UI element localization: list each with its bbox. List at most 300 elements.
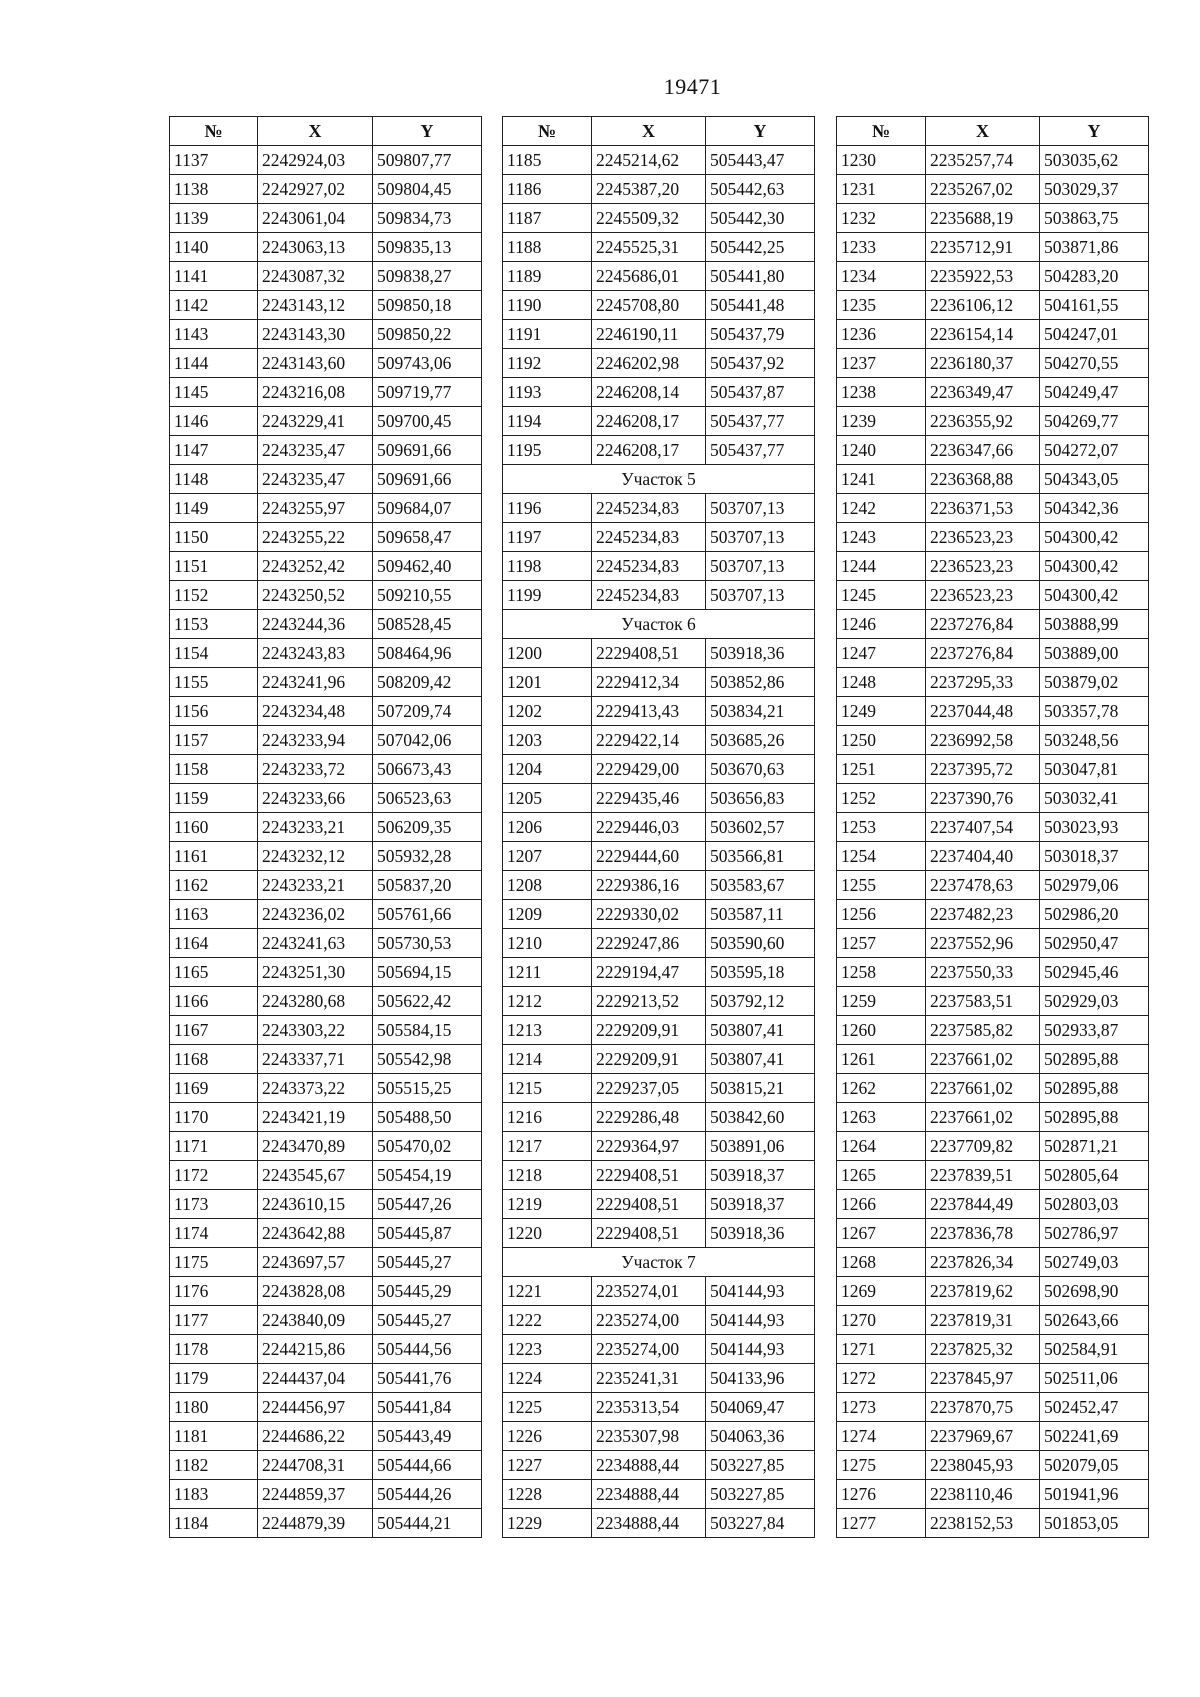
point-number-cell: 1267 [837, 1219, 926, 1248]
x-coordinate-cell: 2243216,08 [258, 378, 373, 407]
table-row [837, 697, 1149, 726]
table-row [837, 900, 1149, 929]
table-row [170, 639, 482, 668]
table-row [837, 639, 1149, 668]
y-coordinate-cell: 501853,05 [1040, 1509, 1149, 1538]
x-coordinate-cell: 2229408,51 [592, 1190, 706, 1219]
x-coordinate-cell: 2237478,63 [926, 871, 1040, 900]
table-row [837, 465, 1149, 494]
y-coordinate-cell: 509700,45 [373, 407, 482, 436]
section-row [503, 465, 815, 494]
table-row [170, 262, 482, 291]
point-number-cell: 1190 [503, 291, 592, 320]
y-coordinate-cell: 505437,87 [706, 378, 815, 407]
point-number-cell: 1269 [837, 1277, 926, 1306]
point-number-cell: 1249 [837, 697, 926, 726]
table-row [170, 813, 482, 842]
x-coordinate-cell: 2234888,44 [592, 1451, 706, 1480]
point-number-cell: 1254 [837, 842, 926, 871]
point-number-cell: 1194 [503, 407, 592, 436]
x-coordinate-cell: 2236371,53 [926, 494, 1040, 523]
point-number-cell: 1229 [503, 1509, 592, 1538]
point-number-cell: 1217 [503, 1132, 592, 1161]
y-coordinate-cell: 501941,96 [1040, 1480, 1149, 1509]
point-number-cell: 1137 [170, 146, 258, 175]
header-x: X [926, 117, 1040, 146]
point-number-cell: 1210 [503, 929, 592, 958]
x-coordinate-cell: 2237583,51 [926, 987, 1040, 1016]
y-coordinate-cell: 503587,11 [706, 900, 815, 929]
x-coordinate-cell: 2236349,47 [926, 378, 1040, 407]
y-coordinate-cell: 502786,97 [1040, 1219, 1149, 1248]
y-coordinate-cell: 505441,80 [706, 262, 815, 291]
x-coordinate-cell: 2243143,12 [258, 291, 373, 320]
point-number-cell: 1213 [503, 1016, 592, 1045]
header-num: № [837, 117, 926, 146]
y-coordinate-cell: 504269,77 [1040, 407, 1149, 436]
point-number-cell: 1172 [170, 1161, 258, 1190]
table-row [170, 726, 482, 755]
point-number-cell: 1211 [503, 958, 592, 987]
x-coordinate-cell: 2229408,51 [592, 1219, 706, 1248]
x-coordinate-cell: 2229194,47 [592, 958, 706, 987]
table-row [837, 1422, 1149, 1451]
y-coordinate-cell: 502895,88 [1040, 1103, 1149, 1132]
x-coordinate-cell: 2229330,02 [592, 900, 706, 929]
y-coordinate-cell: 503879,02 [1040, 668, 1149, 697]
table-row [503, 639, 815, 668]
point-number-cell: 1219 [503, 1190, 592, 1219]
table-row [503, 494, 815, 523]
table-row [503, 407, 815, 436]
point-number-cell: 1225 [503, 1393, 592, 1422]
point-number-cell: 1221 [503, 1277, 592, 1306]
x-coordinate-cell: 2237390,76 [926, 784, 1040, 813]
table-row [837, 784, 1149, 813]
point-number-cell: 1216 [503, 1103, 592, 1132]
point-number-cell: 1256 [837, 900, 926, 929]
y-coordinate-cell: 504144,93 [706, 1335, 815, 1364]
table-row [170, 842, 482, 871]
y-coordinate-cell: 502241,69 [1040, 1422, 1149, 1451]
point-number-cell: 1145 [170, 378, 258, 407]
point-number-cell: 1260 [837, 1016, 926, 1045]
y-coordinate-cell: 503918,37 [706, 1161, 815, 1190]
x-coordinate-cell: 2243373,22 [258, 1074, 373, 1103]
x-coordinate-cell: 2243233,72 [258, 755, 373, 784]
table-row [837, 1306, 1149, 1335]
point-number-cell: 1163 [170, 900, 258, 929]
section-row [503, 1248, 815, 1277]
table-row [170, 1103, 482, 1132]
table-row [837, 581, 1149, 610]
x-coordinate-cell: 2237276,84 [926, 610, 1040, 639]
x-coordinate-cell: 2237826,34 [926, 1248, 1040, 1277]
x-coordinate-cell: 2235274,00 [592, 1306, 706, 1335]
table-row [503, 1422, 815, 1451]
table-row [170, 987, 482, 1016]
point-number-cell: 1196 [503, 494, 592, 523]
y-coordinate-cell: 503227,85 [706, 1451, 815, 1480]
x-coordinate-cell: 2244879,39 [258, 1509, 373, 1538]
x-coordinate-cell: 2243233,94 [258, 726, 373, 755]
header-x: X [592, 117, 706, 146]
table-row [837, 1335, 1149, 1364]
y-coordinate-cell: 503656,83 [706, 784, 815, 813]
point-number-cell: 1193 [503, 378, 592, 407]
y-coordinate-cell: 502452,47 [1040, 1393, 1149, 1422]
table-row [503, 668, 815, 697]
point-number-cell: 1197 [503, 523, 592, 552]
point-number-cell: 1226 [503, 1422, 592, 1451]
y-coordinate-cell: 508464,96 [373, 639, 482, 668]
y-coordinate-cell: 503871,86 [1040, 233, 1149, 262]
header-x: X [258, 117, 373, 146]
x-coordinate-cell: 2246208,17 [592, 407, 706, 436]
y-coordinate-cell: 509850,22 [373, 320, 482, 349]
point-number-cell: 1161 [170, 842, 258, 871]
table-row [837, 1509, 1149, 1538]
y-coordinate-cell: 503035,62 [1040, 146, 1149, 175]
x-coordinate-cell: 2242924,03 [258, 146, 373, 175]
y-coordinate-cell: 504247,01 [1040, 320, 1149, 349]
point-number-cell: 1169 [170, 1074, 258, 1103]
point-number-cell: 1191 [503, 320, 592, 349]
point-number-cell: 1200 [503, 639, 592, 668]
x-coordinate-cell: 2243642,88 [258, 1219, 373, 1248]
x-coordinate-cell: 2237482,23 [926, 900, 1040, 929]
point-number-cell: 1222 [503, 1306, 592, 1335]
x-coordinate-cell: 2235267,02 [926, 175, 1040, 204]
y-coordinate-cell: 502079,05 [1040, 1451, 1149, 1480]
point-number-cell: 1158 [170, 755, 258, 784]
y-coordinate-cell: 505442,30 [706, 204, 815, 233]
y-coordinate-cell: 506523,63 [373, 784, 482, 813]
y-coordinate-cell: 505444,56 [373, 1335, 482, 1364]
x-coordinate-cell: 2235274,00 [592, 1335, 706, 1364]
x-coordinate-cell: 2245708,80 [592, 291, 706, 320]
x-coordinate-cell: 2243251,30 [258, 958, 373, 987]
y-coordinate-cell: 505694,15 [373, 958, 482, 987]
point-number-cell: 1187 [503, 204, 592, 233]
point-number-cell: 1182 [170, 1451, 258, 1480]
point-number-cell: 1176 [170, 1277, 258, 1306]
y-coordinate-cell: 504300,42 [1040, 581, 1149, 610]
y-coordinate-cell: 505837,20 [373, 871, 482, 900]
x-coordinate-cell: 2243235,47 [258, 465, 373, 494]
table-row [503, 262, 815, 291]
y-coordinate-cell: 505437,77 [706, 436, 815, 465]
x-coordinate-cell: 2229412,34 [592, 668, 706, 697]
x-coordinate-cell: 2245525,31 [592, 233, 706, 262]
point-number-cell: 1259 [837, 987, 926, 1016]
table-row [837, 871, 1149, 900]
point-number-cell: 1175 [170, 1248, 258, 1277]
y-coordinate-cell: 504283,20 [1040, 262, 1149, 291]
point-number-cell: 1165 [170, 958, 258, 987]
y-coordinate-cell: 505447,26 [373, 1190, 482, 1219]
y-coordinate-cell: 505444,26 [373, 1480, 482, 1509]
x-coordinate-cell: 2229364,97 [592, 1132, 706, 1161]
point-number-cell: 1277 [837, 1509, 926, 1538]
x-coordinate-cell: 2236347,66 [926, 436, 1040, 465]
coordinates-table-2 [502, 116, 815, 1538]
y-coordinate-cell: 505443,49 [373, 1422, 482, 1451]
x-coordinate-cell: 2236355,92 [926, 407, 1040, 436]
table-row [170, 1219, 482, 1248]
y-coordinate-cell: 502584,91 [1040, 1335, 1149, 1364]
x-coordinate-cell: 2243143,60 [258, 349, 373, 378]
y-coordinate-cell: 503566,81 [706, 842, 815, 871]
point-number-cell: 1139 [170, 204, 258, 233]
table-header-row [170, 117, 482, 146]
point-number-cell: 1177 [170, 1306, 258, 1335]
x-coordinate-cell: 2235257,74 [926, 146, 1040, 175]
point-number-cell: 1140 [170, 233, 258, 262]
section-title: Участок 7 [503, 1248, 815, 1277]
table-row [503, 349, 815, 378]
point-number-cell: 1168 [170, 1045, 258, 1074]
x-coordinate-cell: 2236523,23 [926, 581, 1040, 610]
x-coordinate-cell: 2246190,11 [592, 320, 706, 349]
table-row [837, 1219, 1149, 1248]
table-row [837, 1277, 1149, 1306]
point-number-cell: 1151 [170, 552, 258, 581]
y-coordinate-cell: 505441,84 [373, 1393, 482, 1422]
x-coordinate-cell: 2245686,01 [592, 262, 706, 291]
table-row [170, 1277, 482, 1306]
y-coordinate-cell: 504063,36 [706, 1422, 815, 1451]
table-row [503, 204, 815, 233]
coordinates-table-1 [169, 116, 482, 1538]
table-row [837, 726, 1149, 755]
x-coordinate-cell: 2244708,31 [258, 1451, 373, 1480]
point-number-cell: 1154 [170, 639, 258, 668]
x-coordinate-cell: 2229422,14 [592, 726, 706, 755]
point-number-cell: 1224 [503, 1364, 592, 1393]
point-number-cell: 1203 [503, 726, 592, 755]
x-coordinate-cell: 2236523,23 [926, 523, 1040, 552]
x-coordinate-cell: 2235307,98 [592, 1422, 706, 1451]
point-number-cell: 1188 [503, 233, 592, 262]
table-row [170, 1132, 482, 1161]
y-coordinate-cell: 504300,42 [1040, 523, 1149, 552]
x-coordinate-cell: 2229408,51 [592, 1161, 706, 1190]
y-coordinate-cell: 505515,25 [373, 1074, 482, 1103]
y-coordinate-cell: 503792,12 [706, 987, 815, 1016]
y-coordinate-cell: 505622,42 [373, 987, 482, 1016]
x-coordinate-cell: 2229209,91 [592, 1016, 706, 1045]
table-row [170, 349, 482, 378]
table-row [503, 1335, 815, 1364]
x-coordinate-cell: 2229446,03 [592, 813, 706, 842]
y-coordinate-cell: 505445,29 [373, 1277, 482, 1306]
point-number-cell: 1243 [837, 523, 926, 552]
table-row [170, 581, 482, 610]
y-coordinate-cell: 502929,03 [1040, 987, 1149, 1016]
x-coordinate-cell: 2237276,84 [926, 639, 1040, 668]
x-coordinate-cell: 2238152,53 [926, 1509, 1040, 1538]
y-coordinate-cell: 507042,06 [373, 726, 482, 755]
x-coordinate-cell: 2229237,05 [592, 1074, 706, 1103]
point-number-cell: 1198 [503, 552, 592, 581]
point-number-cell: 1218 [503, 1161, 592, 1190]
y-coordinate-cell: 505445,27 [373, 1306, 482, 1335]
y-coordinate-cell: 503834,21 [706, 697, 815, 726]
point-number-cell: 1268 [837, 1248, 926, 1277]
x-coordinate-cell: 2246208,14 [592, 378, 706, 407]
table-row [170, 233, 482, 262]
header-num: № [170, 117, 258, 146]
y-coordinate-cell: 503707,13 [706, 581, 815, 610]
y-coordinate-cell: 508209,42 [373, 668, 482, 697]
y-coordinate-cell: 503357,78 [1040, 697, 1149, 726]
y-coordinate-cell: 509807,77 [373, 146, 482, 175]
y-coordinate-cell: 504342,36 [1040, 494, 1149, 523]
table-row [170, 1306, 482, 1335]
table-row [837, 1161, 1149, 1190]
table-row [837, 958, 1149, 987]
point-number-cell: 1275 [837, 1451, 926, 1480]
x-coordinate-cell: 2237825,32 [926, 1335, 1040, 1364]
x-coordinate-cell: 2229408,51 [592, 639, 706, 668]
x-coordinate-cell: 2243243,83 [258, 639, 373, 668]
point-number-cell: 1206 [503, 813, 592, 842]
point-number-cell: 1148 [170, 465, 258, 494]
point-number-cell: 1239 [837, 407, 926, 436]
table-row [170, 784, 482, 813]
point-number-cell: 1189 [503, 262, 592, 291]
x-coordinate-cell: 2243337,71 [258, 1045, 373, 1074]
point-number-cell: 1207 [503, 842, 592, 871]
table-row [837, 755, 1149, 784]
point-number-cell: 1236 [837, 320, 926, 349]
point-number-cell: 1142 [170, 291, 258, 320]
table-row [837, 813, 1149, 842]
table-row [837, 1132, 1149, 1161]
table-row [170, 407, 482, 436]
point-number-cell: 1255 [837, 871, 926, 900]
x-coordinate-cell: 2236106,12 [926, 291, 1040, 320]
y-coordinate-cell: 505761,66 [373, 900, 482, 929]
point-number-cell: 1167 [170, 1016, 258, 1045]
y-coordinate-cell: 502895,88 [1040, 1074, 1149, 1103]
x-coordinate-cell: 2246208,17 [592, 436, 706, 465]
x-coordinate-cell: 2244859,37 [258, 1480, 373, 1509]
coordinates-table-3 [836, 116, 1149, 1538]
table-row [503, 1045, 815, 1074]
point-number-cell: 1263 [837, 1103, 926, 1132]
x-coordinate-cell: 2243421,19 [258, 1103, 373, 1132]
table-row [503, 320, 815, 349]
table-row [170, 1045, 482, 1074]
y-coordinate-cell: 503227,85 [706, 1480, 815, 1509]
y-coordinate-cell: 505470,02 [373, 1132, 482, 1161]
table-row [170, 1393, 482, 1422]
point-number-cell: 1201 [503, 668, 592, 697]
y-coordinate-cell: 505437,92 [706, 349, 815, 378]
table-row [170, 1161, 482, 1190]
table-row [837, 842, 1149, 871]
x-coordinate-cell: 2237836,78 [926, 1219, 1040, 1248]
y-coordinate-cell: 505441,48 [706, 291, 815, 320]
table-row [170, 755, 482, 784]
point-number-cell: 1157 [170, 726, 258, 755]
table-row [837, 175, 1149, 204]
point-number-cell: 1180 [170, 1393, 258, 1422]
point-number-cell: 1257 [837, 929, 926, 958]
table-row [170, 436, 482, 465]
table-row [503, 871, 815, 900]
point-number-cell: 1144 [170, 349, 258, 378]
x-coordinate-cell: 2235274,01 [592, 1277, 706, 1306]
table-row [170, 146, 482, 175]
x-coordinate-cell: 2238110,46 [926, 1480, 1040, 1509]
y-coordinate-cell: 503852,86 [706, 668, 815, 697]
table-row [170, 291, 482, 320]
point-number-cell: 1204 [503, 755, 592, 784]
x-coordinate-cell: 2237661,02 [926, 1103, 1040, 1132]
table-row [170, 1248, 482, 1277]
table-row [837, 1451, 1149, 1480]
table-row [170, 1451, 482, 1480]
y-coordinate-cell: 503918,36 [706, 1219, 815, 1248]
point-number-cell: 1276 [837, 1480, 926, 1509]
point-number-cell: 1181 [170, 1422, 258, 1451]
point-number-cell: 1266 [837, 1190, 926, 1219]
table-row [503, 175, 815, 204]
table-row [837, 262, 1149, 291]
x-coordinate-cell: 2235922,53 [926, 262, 1040, 291]
x-coordinate-cell: 2243840,09 [258, 1306, 373, 1335]
y-coordinate-cell: 505445,27 [373, 1248, 482, 1277]
y-coordinate-cell: 505441,76 [373, 1364, 482, 1393]
header-y: Y [706, 117, 815, 146]
y-coordinate-cell: 509850,18 [373, 291, 482, 320]
table-row [837, 1016, 1149, 1045]
point-number-cell: 1147 [170, 436, 258, 465]
table-row [503, 987, 815, 1016]
page-number: 19471 [663, 74, 722, 99]
table-row [170, 204, 482, 233]
point-number-cell: 1155 [170, 668, 258, 697]
point-number-cell: 1232 [837, 204, 926, 233]
y-coordinate-cell: 509691,66 [373, 465, 482, 494]
x-coordinate-cell: 2245234,83 [592, 552, 706, 581]
y-coordinate-cell: 509835,13 [373, 233, 482, 262]
y-coordinate-cell: 503888,99 [1040, 610, 1149, 639]
y-coordinate-cell: 502933,87 [1040, 1016, 1149, 1045]
section-title: Участок 6 [503, 610, 815, 639]
table-row [837, 1393, 1149, 1422]
y-coordinate-cell: 502511,06 [1040, 1364, 1149, 1393]
x-coordinate-cell: 2243610,15 [258, 1190, 373, 1219]
x-coordinate-cell: 2244437,04 [258, 1364, 373, 1393]
table-row [503, 1074, 815, 1103]
y-coordinate-cell: 502871,21 [1040, 1132, 1149, 1161]
y-coordinate-cell: 503029,37 [1040, 175, 1149, 204]
table-row [837, 610, 1149, 639]
point-number-cell: 1241 [837, 465, 926, 494]
point-number-cell: 1261 [837, 1045, 926, 1074]
y-coordinate-cell: 504272,07 [1040, 436, 1149, 465]
table-row [503, 755, 815, 784]
table-row [170, 958, 482, 987]
table-row [503, 784, 815, 813]
point-number-cell: 1251 [837, 755, 926, 784]
y-coordinate-cell: 505442,63 [706, 175, 815, 204]
table-row [170, 1422, 482, 1451]
